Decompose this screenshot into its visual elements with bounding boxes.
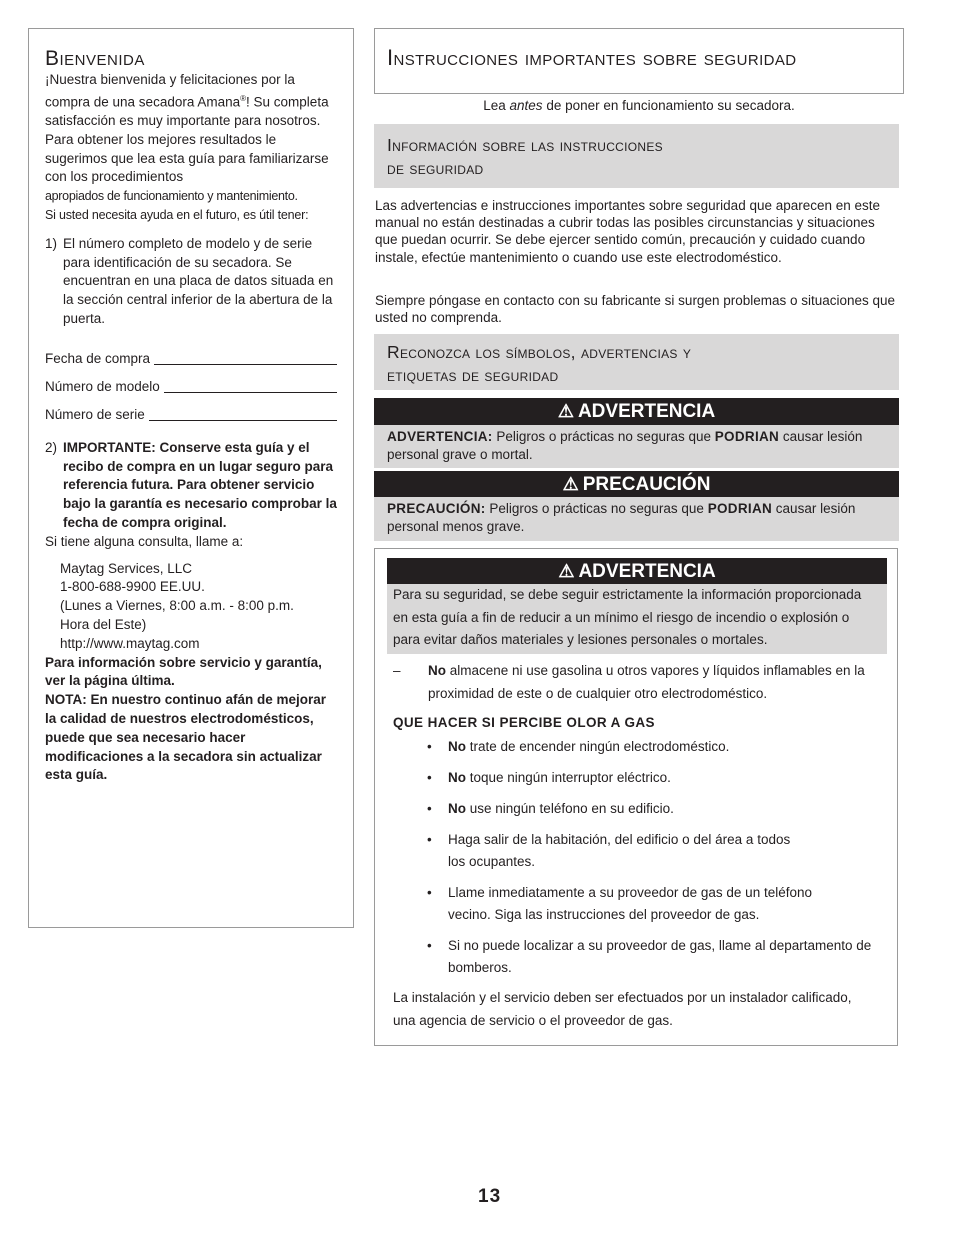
bullet-marker: • — [427, 739, 432, 754]
item-text: IMPORTANTE: Conserve esta guía y el recibo de compra en un lugar seguro para referencia futura. Para obtener servicio bajo la garantía es necesario comprobar la fecha de compra original. — [63, 439, 337, 531]
item-strong: No — [448, 770, 466, 785]
warning-triangle-icon: ⚠ — [558, 561, 575, 581]
gasoline-warning-item — [393, 660, 883, 705]
banner-label: ADVERTENCIA — [578, 561, 716, 582]
item-text — [428, 660, 883, 705]
dash-marker: – — [393, 663, 401, 678]
record-fields — [45, 341, 337, 425]
bullet-marker: • — [427, 832, 432, 847]
list-item — [427, 935, 877, 979]
definition-strong: PODRIAN — [714, 429, 780, 444]
welcome-intro-part3: apropiados de funcionamiento y mantenimiento. — [45, 189, 298, 204]
advertencia-definition — [374, 425, 899, 468]
field-label: Número de serie — [45, 407, 145, 423]
read-pre: Lea — [483, 98, 510, 113]
service-note: Para información sobre servicio y garantía, ver la página última. — [45, 654, 322, 689]
welcome-intro-part1: ¡Nuestra bienvenida y felicitaciones por la compra de una secadora Amana — [45, 72, 295, 110]
item-strong: No — [448, 801, 466, 816]
page-number: 13 — [478, 1186, 502, 1207]
gas-warning-box — [374, 548, 898, 1046]
installation-note: La instalación y el servicio deben ser efectuados por un instalador calificado, una agencia de servicio o el proveedor de gas. — [393, 990, 852, 1028]
item-number: 2) — [45, 439, 58, 455]
banner-label: PRECAUCIÓN — [582, 474, 711, 495]
model-serial-item — [45, 235, 337, 329]
model-number-field — [45, 369, 337, 397]
purchase-date-field — [45, 341, 337, 369]
definition-strong: PODRIAN — [707, 501, 773, 516]
warning-triangle-icon: ⚠ — [562, 474, 579, 494]
precaucion-definition — [374, 497, 899, 541]
field-label: Número de modelo — [45, 379, 160, 395]
info-heading — [374, 124, 899, 188]
item-strong: No — [448, 739, 466, 754]
safety-title: Instrucciones importantes sobre seguridad — [387, 45, 797, 70]
definition-lead: PRECAUCIÓN: — [387, 501, 486, 516]
item-number: 1) — [45, 235, 58, 251]
contact-intro: Si tiene alguna consulta, llame a: — [45, 533, 244, 549]
contact-website: http://www.maytag.com — [60, 635, 200, 651]
bullet-marker: • — [427, 770, 432, 785]
item-text: Llame inmediatamente a su proveedor de gas de un teléfono vecino. Siga las instrucciones del proveedor de gas. — [448, 885, 812, 922]
bullet-marker: • — [427, 938, 432, 953]
bullet-marker: • — [427, 801, 432, 816]
welcome-panel — [28, 28, 354, 928]
list-item — [427, 798, 877, 820]
safety-paragraph-2: Siempre póngase en contacto con su fabricante si surgen problemas o situaciones que usted no comprenda. — [375, 293, 896, 326]
gas-smell-title: QUE HACER SI PERCIBE OLOR A GAS — [393, 715, 655, 730]
blank-line — [149, 420, 337, 421]
contact-timezone: Hora del Este) — [60, 617, 147, 633]
symbols-heading-line2: etiquetas de seguridad — [387, 365, 559, 385]
symbols-heading — [374, 334, 899, 390]
contact-phone: 1-800-688-9900 EE.UU. — [60, 579, 205, 595]
definition-text: Peligros o prácticas no seguras que — [492, 429, 715, 444]
contact-hours: (Lunes a Viernes, 8:00 a.m. - 8:00 p.m. — [60, 598, 294, 614]
warning-triangle-icon: ⚠ — [557, 401, 574, 421]
welcome-intro — [45, 71, 337, 206]
help-note: Si usted necesita ayuda en el futuro, es útil tener: — [45, 208, 309, 223]
banner-label: ADVERTENCIA — [577, 401, 716, 422]
blank-line — [154, 364, 337, 365]
important-item — [45, 439, 337, 533]
precaucion-banner — [374, 471, 899, 498]
gas-warning-intro: Para su seguridad, se debe seguir estrictamente la información proporcionada en esta guía a fin de reducir a un mínimo el riesgo de incendio o explosión o para evitar daños materiales y lesiones personales o mortales. — [387, 584, 887, 654]
advertencia-banner — [374, 398, 899, 425]
item-text — [448, 767, 671, 789]
serial-number-field — [45, 397, 337, 425]
safety-title-box — [374, 28, 904, 94]
contact-company: Maytag Services, LLC — [60, 560, 193, 576]
contact-block — [45, 560, 337, 654]
bullet-marker: • — [427, 885, 432, 900]
nota-block: NOTA: En nuestro continuo afán de mejorar la calidad de nuestros electrodomésticos, puede que sea necesario hacer modificaciones a la secadora sin actualizar esta guía. — [45, 692, 327, 783]
blank-line — [164, 392, 337, 393]
welcome-intro-part2: ! Su completa satisfacción es muy importante para nosotros. Para obtener los mejores resultados le sugerimos que lea esta guía para familiarizarse con los procedimientos — [45, 94, 329, 185]
item-text: El número completo de modelo y de serie para identificación de su secadora. Se encuentran en una placa de datos situada en la sección central inferior de la abertura de la puerta. — [63, 235, 334, 327]
item-body: use ningún teléfono en su edificio. — [466, 801, 674, 816]
definition-text: Peligros o prácticas no seguras que — [485, 501, 708, 516]
item-body: trate de encender ningún electrodoméstico. — [466, 739, 730, 754]
item-body: toque ningún interruptor eléctrico. — [466, 770, 671, 785]
item-text: Haga salir de la habitación, del edificio o del área a todos los ocupantes. — [448, 832, 791, 869]
info-heading-line2: de seguridad — [387, 158, 484, 178]
definition-text-end: causar lesión personal menos grave. — [387, 501, 856, 534]
read-before-note — [374, 98, 904, 113]
welcome-title: Bienvenida — [45, 47, 145, 70]
item-strong: No — [428, 663, 446, 678]
registered-mark: ® — [240, 93, 247, 103]
list-item — [427, 829, 807, 873]
list-item — [427, 882, 827, 926]
field-label: Fecha de compra — [45, 351, 151, 367]
info-heading-line1: Información sobre las instrucciones — [387, 135, 663, 155]
list-item — [427, 736, 877, 758]
read-post: de poner en funcionamiento su secadora. — [542, 98, 795, 113]
definition-lead: ADVERTENCIA: — [387, 429, 493, 444]
gas-warning-banner — [387, 558, 887, 585]
definition-text-end: causar lesión personal grave o mortal. — [387, 429, 863, 462]
safety-paragraph-1: Las advertencias e instrucciones importantes sobre seguridad que aparecen en este manual no están destinadas a cubrir todas las posibles circunstancias y situaciones que puedan ocurrir. Se debe ejercer sentido común, precaución y cuidado cuando instale, efectúe mantenimiento o cuando use este electrodoméstico. — [375, 198, 881, 265]
list-item — [427, 767, 877, 789]
item-text — [448, 736, 729, 758]
symbols-heading-line1: Reconozca los símbolos, advertencias y — [387, 342, 692, 362]
read-emphasis: antes — [509, 98, 543, 113]
item-body: almacene ni use gasolina u otros vapores y líquidos inflamables en la proximidad de este o de cualquier otro electrodoméstico. — [428, 663, 865, 701]
item-text: Si no puede localizar a su proveedor de gas, llame al departamento de bomberos. — [448, 938, 872, 975]
item-text — [448, 798, 674, 820]
